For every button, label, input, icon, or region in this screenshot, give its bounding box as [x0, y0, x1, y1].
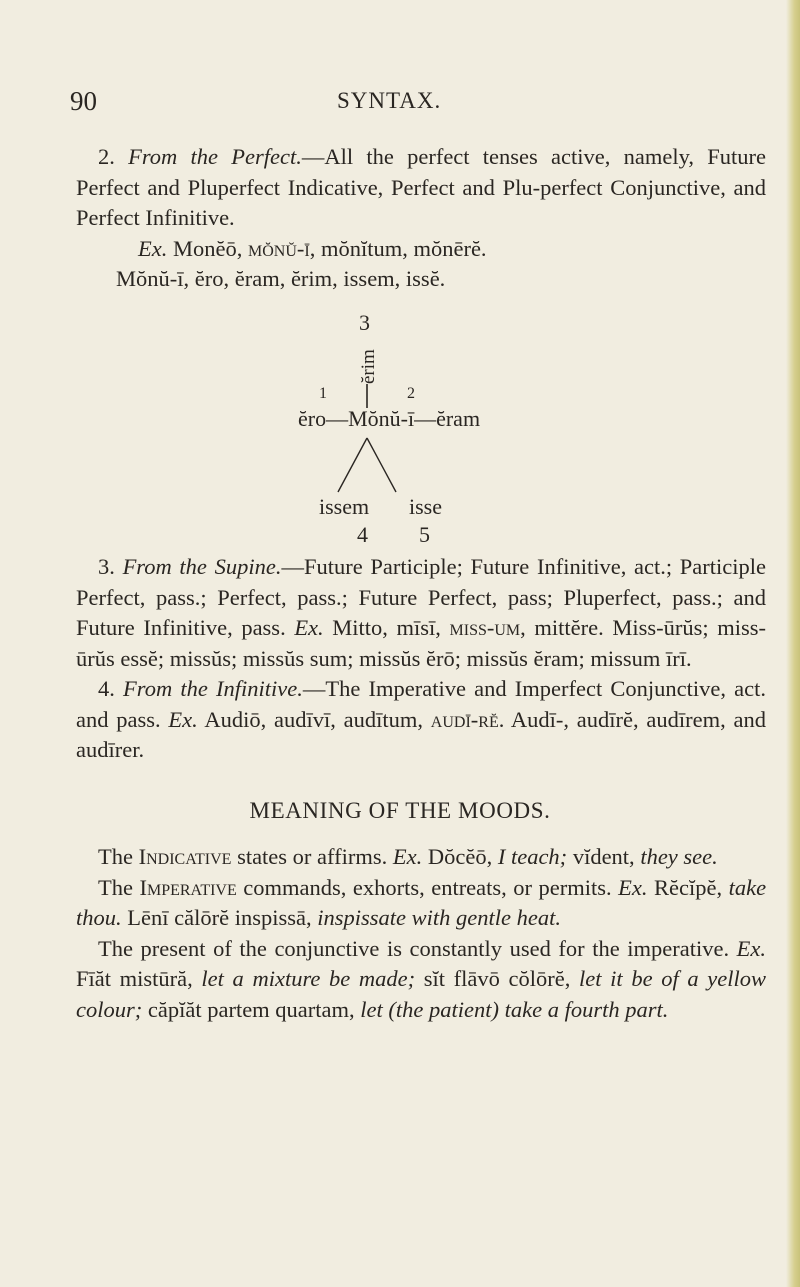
left-branch: [338, 438, 367, 492]
tense-diagram: [298, 310, 560, 564]
section-2-title: From the Perfect.: [128, 144, 302, 169]
example-text: vĭdent,: [572, 844, 635, 869]
example-text: mittĕre. Miss-ūrŭs; miss-ūrŭs essĕ; missŭs; missŭs sum; missŭs ĕrō; missŭs ĕram; missum īrī.: [76, 615, 766, 671]
section-supine: [76, 552, 766, 766]
section-4-text: —The Imperative and Imperfect Conjunctive, act. and pass.: [76, 676, 766, 732]
example-text: Rĕcĭpĕ,: [653, 874, 723, 900]
diagram-num-3: 3: [359, 310, 370, 335]
diagram-num-4: 4: [357, 522, 368, 547]
diagram-left-form: issem: [319, 494, 370, 519]
example-translation: they see.: [640, 844, 718, 869]
diagram-num-1: 1: [319, 385, 327, 402]
section-3-title: From the Supine.: [122, 554, 282, 579]
diagram-top-form: ĕrim: [358, 349, 379, 384]
section-perfect: [76, 142, 766, 295]
moods-heading: MEANING OF THE MOODS.: [249, 798, 551, 823]
section-4-paragraph: [76, 674, 766, 766]
section-4-title: From the Infinitive.: [123, 676, 303, 701]
section-moods: [76, 842, 766, 1025]
example-text: Audiō, audīvī, audītum,: [204, 706, 423, 732]
text: The present of the conjunctive is constantly used for the imperative.: [98, 935, 730, 961]
example-text: Monĕō,: [172, 235, 243, 261]
example-label: Ex.: [618, 874, 648, 900]
section-3-text: —Future Participle; Future Infinitive, act.; Participle Perfect, pass.; Perfect, pass.; Future Perfect, pass; Pluperfect, pass.; and Future Infinitive, pass.: [76, 554, 767, 640]
section-2-paragraph: [76, 142, 766, 234]
text: commands, exhorts, entreats, or permits.: [243, 874, 612, 900]
page-number: 90: [70, 86, 97, 116]
example-translation: let (the patient) take a fourth part.: [360, 996, 669, 1022]
example-translation: take thou.: [76, 874, 767, 930]
running-head: SYNTAX.: [337, 88, 442, 113]
section-4-number: 4.: [98, 676, 115, 701]
example-label: Ex.: [392, 844, 423, 869]
section-3-number: 3.: [98, 554, 115, 579]
example-stem: miss-um,: [449, 615, 526, 640]
text: The: [98, 874, 133, 900]
text: states or affirms.: [237, 844, 388, 869]
example-label: Ex.: [138, 235, 168, 261]
example-translation: I teach;: [497, 844, 568, 869]
section-2-text: —All the perfect tenses active, namely, Future Perfect and Pluperfect Indicative, Perfect and Plu-perfect Conjunctive, and Perfect Infinitive.: [76, 144, 766, 230]
example-text: Audī-, audīrĕ, audīrem, and audīrer.: [76, 706, 767, 762]
text: The: [98, 844, 133, 869]
diagram-center-forms: ĕro—Mŏnŭ-ī—ĕram: [298, 406, 481, 431]
example-text: Dŏcĕō,: [427, 844, 493, 869]
example-label: Ex.: [294, 615, 324, 640]
section-2-example: [76, 234, 766, 265]
page-edge: [786, 0, 800, 1287]
example-translation: let a mixture be made;: [201, 966, 416, 991]
example-text: Fīăt mistūră,: [76, 966, 193, 991]
example-text: mŏnĭtum, mŏnērĕ.: [320, 235, 487, 261]
right-branch: [367, 438, 396, 492]
section-2-number: 2.: [98, 144, 115, 169]
mood-name: Imperative: [139, 874, 237, 900]
example-stem: audī-rĕ.: [430, 706, 505, 732]
diagram-num-5: 5: [419, 522, 430, 547]
imperative-paragraph: [76, 873, 766, 934]
diagram-num-2: 2: [407, 385, 415, 402]
indicative-paragraph: [76, 842, 766, 873]
diagram-right-form: isse: [409, 494, 442, 519]
section-3-paragraph: [76, 552, 766, 674]
example-label: Ex.: [168, 706, 198, 732]
diagram-lines: [300, 314, 560, 564]
example-text: Mitto, mīsī,: [332, 615, 441, 640]
example-text: căpĭăt partem quartam,: [147, 996, 355, 1022]
mood-name: Indicative: [138, 844, 232, 869]
example-label: Ex.: [736, 935, 767, 961]
example-stem: mŏnŭ-ī,: [247, 235, 316, 261]
section-2-forms: Mŏnŭ-ī, ĕro, ĕram, ĕrim, issem, issĕ.: [116, 266, 446, 291]
example-translation: let it be of a yellow colour;: [76, 966, 766, 1022]
conjunctive-paragraph: [76, 934, 766, 1026]
example-text: Lēnī călōrĕ inspissā,: [127, 905, 312, 930]
example-text: sĭt flāvō cŏlōrĕ,: [423, 966, 571, 991]
example-translation: inspissate with gentle heat.: [317, 905, 561, 930]
page-header: [0, 86, 800, 126]
